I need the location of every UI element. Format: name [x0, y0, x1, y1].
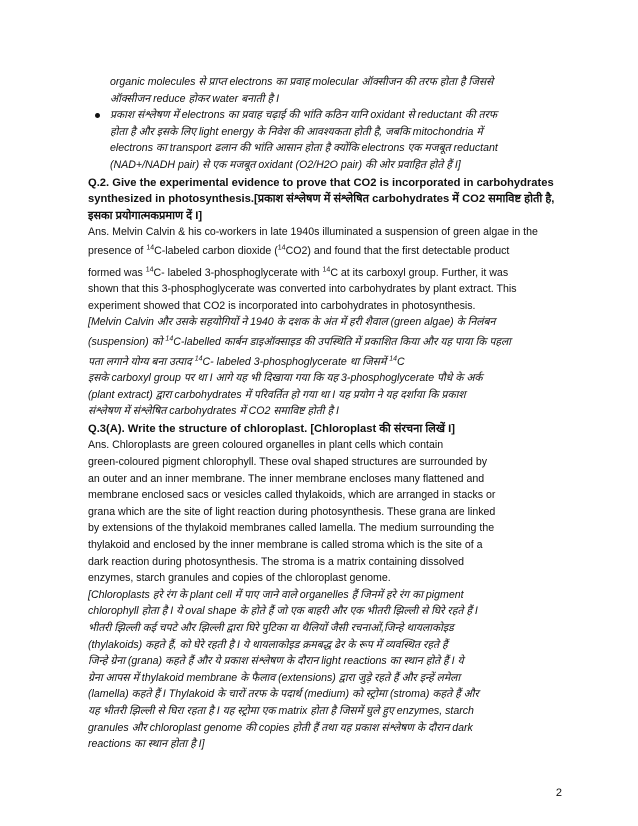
hindi-line: (suspension) को $^{14}$C-labelled कार्बन डाइऑक्साइड की उपस्थिति में प्रकाशित किया और यह पाया कि पहला	[88, 335, 511, 348]
answer-line: formed was $^{14}$C- labeled 3-phosphoglycerate with $^{14}$C at its carboxyl group. Further, it was	[88, 266, 509, 279]
text-line: होता है और इसके लिए light energy के निवेश की आवश्यकता होती है, जबकि mitochondria में	[110, 125, 483, 138]
hindi-line: (plant extract) द्वारा carbohydrates में परिवर्तित हो गया था I यह प्रयोग ने यह दर्शाया कि प्रकाश	[88, 388, 466, 401]
hindi-line: भीतरी झिल्ली कई चपटे और झिल्ली द्वारा घिरे पुटिका या थैलियों जैसी रचनाओं,जिन्हे थायलाकोइड	[88, 622, 454, 634]
hindi-line: जिन्हे ग्रेना (grana) कहते हैं और ये प्रकाश संश्लेषण के दौरान light reactions का स्थान होते हैं I ये	[88, 655, 464, 668]
hindi-line: यह भीतरी झिल्ली से घिरा रहता है I यह स्ट्रोमा एक matrix होता है जिसमें घुले हुए enzymes, starch	[88, 704, 474, 717]
answer-line: presence of $^{14}$C-labeled carbon dioxide ($^{14}$CO2) and found that the first detectable product	[88, 244, 510, 257]
question-3a-title: Q.3(A). Write the structure of chloroplast. [Chloroplast की संरचना लिखें I]	[88, 422, 455, 435]
hindi-line: reactions का स्थान होता है I]	[88, 738, 205, 751]
hindi-line: [Melvin Calvin और उसके सहयोगियों ने 1940 के दशक के अंत में हरी शैवाल (green algae) के निलंबन	[88, 316, 496, 329]
answer-line: membrane enclosed sacs or vesicles called thylakoids, which are arranged in stacks or	[88, 489, 496, 502]
hindi-line: granules और chloroplast genome की copies होती हैं तथा यह प्रकाश संश्लेषण के दौरान dark	[88, 721, 473, 734]
hindi-line: chlorophyll होता है I ये oval shape के होते हैं जो एक बाहरी और एक भीतरी झिल्ली से घिरे रहते हैं I	[88, 605, 478, 618]
bullet-icon	[95, 113, 100, 118]
answer-line: thylakoid and enclosed by the inner membrane is called stroma which is the site of a	[88, 539, 483, 552]
hindi-line: (lamella) कहते हैं I Thylakoid के चारों तरफ के पदार्थ (medium) को स्ट्रोमा (stroma) कहते हैं और	[88, 688, 479, 701]
page-number: 2	[555, 787, 562, 799]
hindi-line: इसके carboxyl group पर था I आगे यह भी दिखाया गया कि यह 3-phosphoglycerate पौधे के अर्क	[88, 372, 483, 385]
answer-line: Ans. Melvin Calvin & his co-workers in late 1940s illuminated a suspension of green algae in the	[88, 226, 538, 239]
hindi-line: (thylakoids) कहते हैं, को घेरे रहती है I ये थायलाकोइड क्रमबद्ध ढेर के रूप में व्यवस्थित रहते हैं	[88, 638, 448, 651]
answer-line: enzymes, starch granules and copies of the chloroplast genome.	[88, 572, 391, 585]
text-line: electrons का transport ढलान की भांति आसान होता है क्योंकि electrons एक मजबूत reductant	[110, 142, 498, 155]
hindi-line: संश्लेषण में संश्लेषित carbohydrates में CO2 समाविष्ट होती है I	[88, 405, 339, 418]
answer-line: shown that this 3-phosphoglycerate was converted into carbohydrates by plant extract. This	[88, 283, 517, 296]
text-line: प्रकाश संश्लेषण में electrons का प्रवाह चढ़ाई की भांति कठिन यानि oxidant से reductant की तरफ	[110, 109, 498, 122]
hindi-line: पता लगाने योग्य बना उत्पाद $^{14}$C- labeled 3-phosphoglycerate था जिसमें $^{14}$C	[88, 354, 405, 368]
text-line: ऑक्सीजन reduce होकर water बनाती है I	[110, 92, 280, 105]
answer-line: Ans. Chloroplasts are green coloured organelles in plant cells which contain	[88, 439, 444, 452]
answer-line: by extensions of the thylakoid membranes called lamella. The medium surrounding the	[88, 522, 495, 535]
hindi-line: ग्रेना आपस में thylakoid membrane के फैलाव (extensions) द्वारा जुड़े रहते हैं और इन्हें लमेला	[88, 671, 461, 684]
page-content	[88, 74, 564, 753]
text-line: organic molecules से प्राप्त electrons का प्रवाह molecular ऑक्सीजन की तरफ होता है जिससे	[110, 76, 494, 88]
question-2-title: Q.2. Give the experimental evidence to prove that CO2 is incorporated in carbohydrates synthesized in photosynthesis.[प्रकाश संश्लेषण में संश्लेषित carbohydrates में CO2 समाविष्ट होती है, इसका प्रयोगात्मकप्रमाण दें I]	[88, 176, 555, 222]
hindi-line: [Chloroplasts हरे रंग के plant cell में पाए जाने वाले organelles हैं जिनमें हरे रंग का pigment	[88, 588, 464, 601]
text-line: (NAD+/NADH pair) से एक मजबूत oxidant (O2/H2O pair) की ओर प्रवाहित होते हैं I]	[110, 158, 461, 171]
answer-line: grana which are the site of light reaction during photosynthesis. These grana are linked	[88, 505, 496, 518]
bullet-item	[88, 107, 564, 173]
answer-line: an outer and an inner membrane. The inner membrane encloses many flattened and	[88, 472, 485, 485]
answer-line: dark reaction during photosynthesis. The stroma is a matrix containing dissolved	[88, 555, 465, 568]
answer-line: experiment showed that CO2 is incorporated into carbohydrates in photosynthesis.	[88, 299, 476, 312]
answer-line: green-coloured pigment chlorophyll. These oval shaped structures are surrounded by	[88, 456, 488, 469]
